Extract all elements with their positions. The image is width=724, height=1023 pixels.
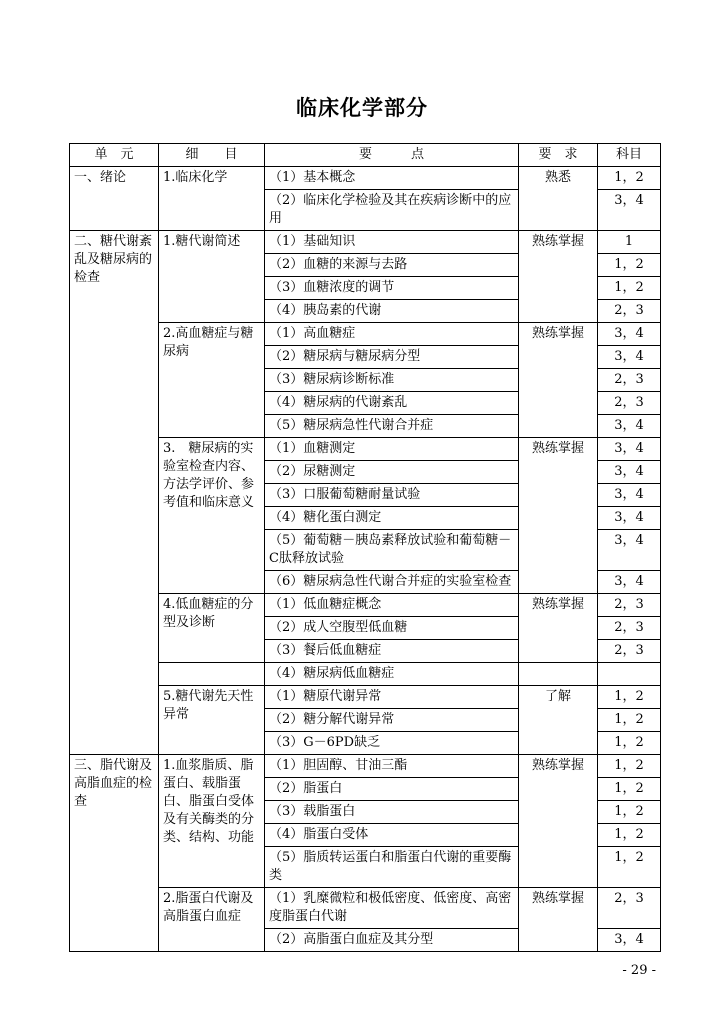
requirement-cell: 熟练掌握	[519, 888, 598, 952]
point-cell: （2）成人空腹型低血糖	[265, 617, 519, 640]
point-cell: （1）乳糜微粒和极低密度、低密度、高密度脂蛋白代谢	[265, 888, 519, 929]
detail-cell: 1.血浆脂质、脂蛋白、载脂蛋白、脂蛋白受体及有关酶类的分类、结构、功能	[159, 755, 265, 888]
requirement-cell: 熟练掌握	[519, 755, 598, 888]
syllabus-table	[69, 143, 661, 952]
point-cell: （2）脂蛋白	[265, 778, 519, 801]
detail-cell: 5.糖代谢先天性异常	[159, 686, 265, 755]
detail-cell: 3. 糖尿病的实验室检查内容、方法学评价、参考值和临床意义	[159, 438, 265, 594]
requirement-cell: 了解	[519, 686, 598, 755]
page-number: - 29 -	[622, 963, 656, 978]
subject-cell: 3，4	[598, 190, 661, 231]
point-cell: （1）基本概念	[265, 167, 519, 190]
detail-cell-empty	[159, 663, 265, 686]
subject-cell: 2，3	[598, 640, 661, 663]
point-cell: （2）糖分解代谢异常	[265, 709, 519, 732]
point-cell: （4）糖尿病的代谢紊乱	[265, 392, 519, 415]
point-cell: （4）糖化蛋白测定	[265, 507, 519, 530]
subject-cell: 3，4	[598, 530, 661, 571]
point-cell: （3）餐后低血糖症	[265, 640, 519, 663]
point-cell: （2）血糖的来源与去路	[265, 254, 519, 277]
subject-cell: 3，4	[598, 346, 661, 369]
point-cell: （1）低血糖症概念	[265, 594, 519, 617]
subject-cell: 1，2	[598, 778, 661, 801]
point-cell: （4）胰岛素的代谢	[265, 300, 519, 323]
point-cell: （5）糖尿病急性代谢合并症	[265, 415, 519, 438]
header-requirement: 要 求	[519, 144, 598, 167]
point-cell: （1）血糖测定	[265, 438, 519, 461]
unit-cell: 一、绪论	[70, 167, 159, 231]
requirement-cell: 熟练掌握	[519, 438, 598, 594]
subject-cell: 1，2	[598, 847, 661, 888]
subject-cell: 2，3	[598, 369, 661, 392]
subject-cell: 1，2	[598, 686, 661, 709]
point-cell: （3）血糖浓度的调节	[265, 277, 519, 300]
detail-cell: 4.低血糖症的分型及诊断	[159, 594, 265, 663]
table-row	[70, 167, 661, 190]
point-cell: （4）脂蛋白受体	[265, 824, 519, 847]
requirement-cell: 熟练掌握	[519, 323, 598, 438]
subject-cell: 1，2	[598, 732, 661, 755]
point-cell: （1）胆固醇、甘油三酯	[265, 755, 519, 778]
point-cell: （1）高血糖症	[265, 323, 519, 346]
table-row	[70, 686, 661, 709]
point-cell: （2）糖尿病与糖尿病分型	[265, 346, 519, 369]
subject-cell: 3，4	[598, 461, 661, 484]
point-cell: （3）糖尿病诊断标准	[265, 369, 519, 392]
point-cell: （5）脂质转运蛋白和脂蛋白代谢的重要酶类	[265, 847, 519, 888]
point-cell: （1）基础知识	[265, 231, 519, 254]
point-cell: （2）高脂蛋白血症及其分型	[265, 929, 519, 952]
subject-cell: 3，4	[598, 323, 661, 346]
detail-cell: 1.临床化学	[159, 167, 265, 231]
point-cell: （3）G－6PD缺乏	[265, 732, 519, 755]
point-cell: （1）糖原代谢异常	[265, 686, 519, 709]
subject-cell: 1，2	[598, 167, 661, 190]
point-cell: （2）临床化学检验及其在疾病诊断中的应用	[265, 190, 519, 231]
requirement-cell: 熟悉	[519, 167, 598, 231]
subject-cell: 2，3	[598, 594, 661, 617]
subject-cell: 1，2	[598, 801, 661, 824]
requirement-cell: 熟练掌握	[519, 231, 598, 323]
subject-cell: 1，2	[598, 824, 661, 847]
table-row	[70, 888, 661, 929]
subject-cell: 2，3	[598, 888, 661, 929]
table-header-row	[70, 144, 661, 167]
subject-cell: 3，4	[598, 438, 661, 461]
point-cell: （2）尿糖测定	[265, 461, 519, 484]
subject-cell: 1，2	[598, 709, 661, 732]
subject-cell: 1，2	[598, 755, 661, 778]
page-title: 临床化学部分	[296, 95, 428, 120]
header-detail: 细 目	[159, 144, 265, 167]
header-unit: 单 元	[70, 144, 159, 167]
point-cell: （5）葡萄糖－胰岛素释放试验和葡萄糖－C肽释放试验	[265, 530, 519, 571]
subject-cell-empty	[598, 663, 661, 686]
point-cell: （3）口服葡萄糖耐量试验	[265, 484, 519, 507]
unit-cell: 三、脂代谢及高脂血症的检查	[70, 755, 159, 952]
point-cell: （4）糖尿病低血糖症	[265, 663, 519, 686]
table-row	[70, 438, 661, 461]
detail-cell: 2.脂蛋白代谢及高脂蛋白血症	[159, 888, 265, 952]
unit-cell: 二、糖代谢紊乱及糖尿病的检查	[70, 231, 159, 755]
subject-cell: 3，4	[598, 507, 661, 530]
subject-cell: 2，3	[598, 617, 661, 640]
detail-cell: 1.糖代谢简述	[159, 231, 265, 323]
table-row	[70, 663, 661, 686]
table-row	[70, 755, 661, 778]
header-subject: 科目	[598, 144, 661, 167]
subject-cell: 3，4	[598, 484, 661, 507]
subject-cell: 2，3	[598, 300, 661, 323]
point-cell: （3）载脂蛋白	[265, 801, 519, 824]
detail-cell: 2.高血糖症与糖尿病	[159, 323, 265, 438]
subject-cell: 3，4	[598, 571, 661, 594]
subject-cell: 2，3	[598, 392, 661, 415]
table-row	[70, 231, 661, 254]
table-row	[70, 594, 661, 617]
requirement-cell-empty	[519, 663, 598, 686]
requirement-cell: 熟练掌握	[519, 594, 598, 663]
table-row	[70, 323, 661, 346]
subject-cell: 1，2	[598, 254, 661, 277]
point-cell: （6）糖尿病急性代谢合并症的实验室检查	[265, 571, 519, 594]
subject-cell: 1	[598, 231, 661, 254]
header-points: 要 点	[265, 144, 519, 167]
subject-cell: 3，4	[598, 415, 661, 438]
subject-cell: 1，2	[598, 277, 661, 300]
subject-cell: 3，4	[598, 929, 661, 952]
